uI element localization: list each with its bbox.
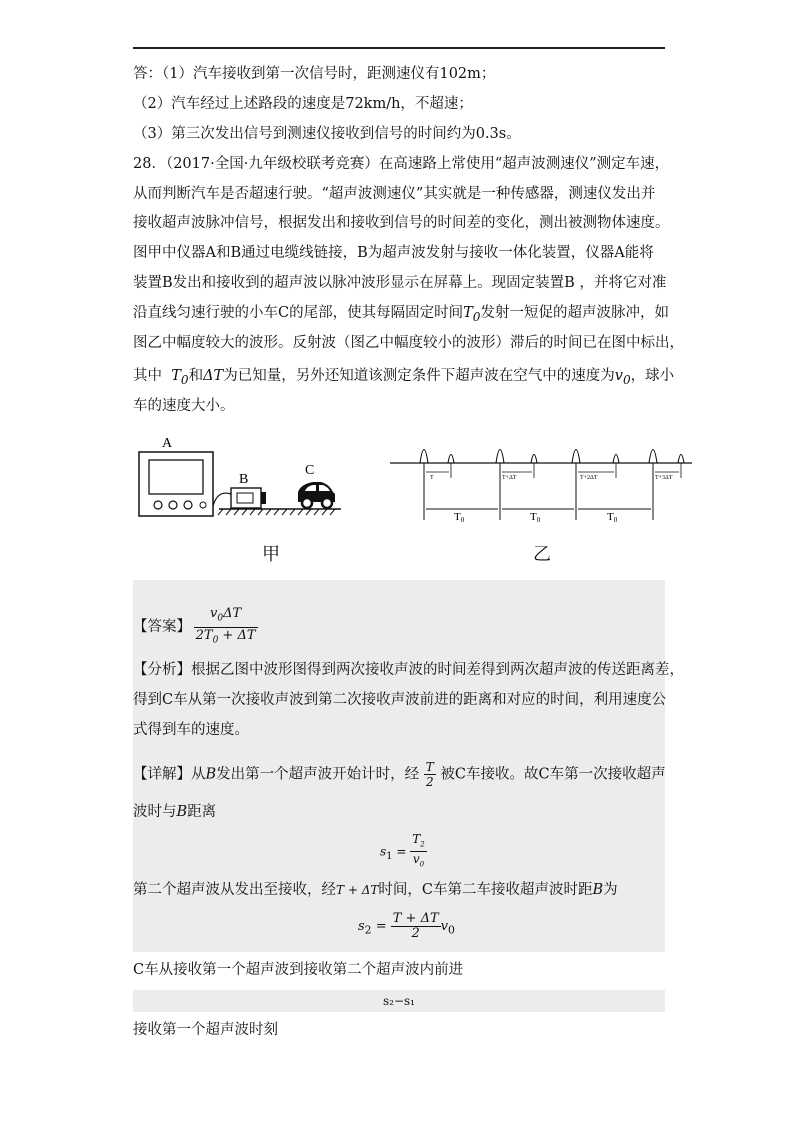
pulse-label-3: T+2ΔT [580,475,598,481]
pulse-label-1: T [430,475,434,481]
problem-line-6 [133,303,673,327]
answer-row [133,606,673,648]
pulse-label-2: T+ΔT [502,475,517,481]
top-rule [133,47,665,49]
problem-line-2: 从而判断汽车是否超速行驶。“超声波测速仪”其实就是一种传感器，测速仪发出并 [133,186,656,202]
detail-line-1: 【详解】从B发出第一个超声波开始计时，经 $\frac{T}{2}$ 被C车接收。故C车第一次接收超声 [133,760,666,789]
prev-answer-line-2: （2）汽车经过上述路段的速度是72km/h，不超速； [133,96,473,112]
detail-line-3: 第二个超声波从发出至接收，经T + ΔT时间，C车第二车接收超声波时距B为 [133,882,618,898]
detail-line-4: C车从接收第一个超声波到接收第二个超声波内前进 [133,962,464,978]
var-T0: $T_0$ [463,305,481,324]
half-t-fraction: $\frac{T}{2}$ [425,760,434,789]
analysis-line-2: 得到C车从第一次接收声波到第二次接收声波前进的距离和对应的时间，利用速度公 [133,692,667,708]
car-c [298,482,335,508]
problem-line-1: 28．（2017·全国·九年级校联考竞赛）在高速路上常使用“超声波测速仪”测定车速， [133,156,670,172]
analysis-line-3: 式得到车的速度。 [133,722,249,738]
emit-pulse-4 [649,450,657,464]
answer-fraction: $\frac{v_0\Delta T}{2T_0 + \Delta T}$ [195,606,256,646]
echo-pulse-2 [531,455,537,464]
emit-pulse-1 [420,450,428,464]
echo-pulse-1 [448,455,454,464]
detail-line-5: 接收第一个超声波时刻 [133,1022,278,1038]
pulse-label-4: T+3ΔT [655,475,673,481]
problem-line-8: 其中 $T_0$和ΔT为已知量，另外还知道该测定条件下超声波在空气中的速度为$v_0$，球小 [133,368,675,387]
caption-yi: 乙 [533,544,551,565]
prev-answer-line-1: 答：（1）汽车接收到第一次信号时，距测速仪有102m； [133,66,496,82]
analysis-line-1: 【分析】根据乙图中波形图得到两次接收声波的时间差得到两次超声波的传送距离差， [133,662,684,678]
equation-s2: $s_2$ = $\frac{T + \Delta T}{2}$ $v_0$ [358,911,455,941]
period-label-3: T0 [607,511,618,524]
problem-line-4: 图甲中仪器A和B通过电缆线链接，B为超声波发射与接收一体化装置，仪器A能将 [133,245,654,261]
equation-s2-s1: s₂−s₁ [383,994,415,1008]
prev-answer-line-3: （3）第三次发出信号到测速仪接收到信号的时间约为0.3s。 [133,126,521,142]
problem-line-3: 接收超声波脉冲信号，根据发出和接收到信号的时间差的变化，测出被测物体速度。 [133,215,670,231]
figure-yi [390,434,694,524]
label-c: C [305,463,315,478]
device-b [231,488,261,508]
emit-pulse-3 [572,450,580,464]
echo-pulse-3 [613,455,619,464]
period-label-2: T0 [530,511,541,524]
answer-tag: 【答案】 [133,619,191,636]
label-b: B [239,472,249,487]
equation-s1: $s_1$ = $\frac{T_2}{v_0}$ [380,832,425,869]
period-label-1: T0 [454,511,465,524]
caption-jia: 甲 [262,544,280,565]
figure-jia [133,436,343,520]
emit-pulse-2 [496,450,504,464]
problem-line-7: 图乙中幅度较大的波形。反射波（图乙中幅度较小的波形）滞后的时间已在图中标出， [133,335,684,351]
echo-pulse-4 [678,455,684,464]
detail-line-2: 波时与B距离 [133,804,217,820]
device-a-screen [149,460,203,494]
problem-line-6-text: 沿直线匀速行驶的小车C的尾部，使其每隔固定时间 [133,305,464,321]
device-a [139,452,213,516]
problem-line-6-tail: 发射一短促的超声波脉冲，如 [480,305,669,321]
label-a: A [162,436,173,451]
problem-line-5: 装置B发出和接收到的超声波以脉冲波形显示在屏幕上。现固定装置B ，并将它对准 [133,275,667,291]
cable [213,493,231,506]
problem-line-9: 车的速度大小。 [133,398,235,414]
